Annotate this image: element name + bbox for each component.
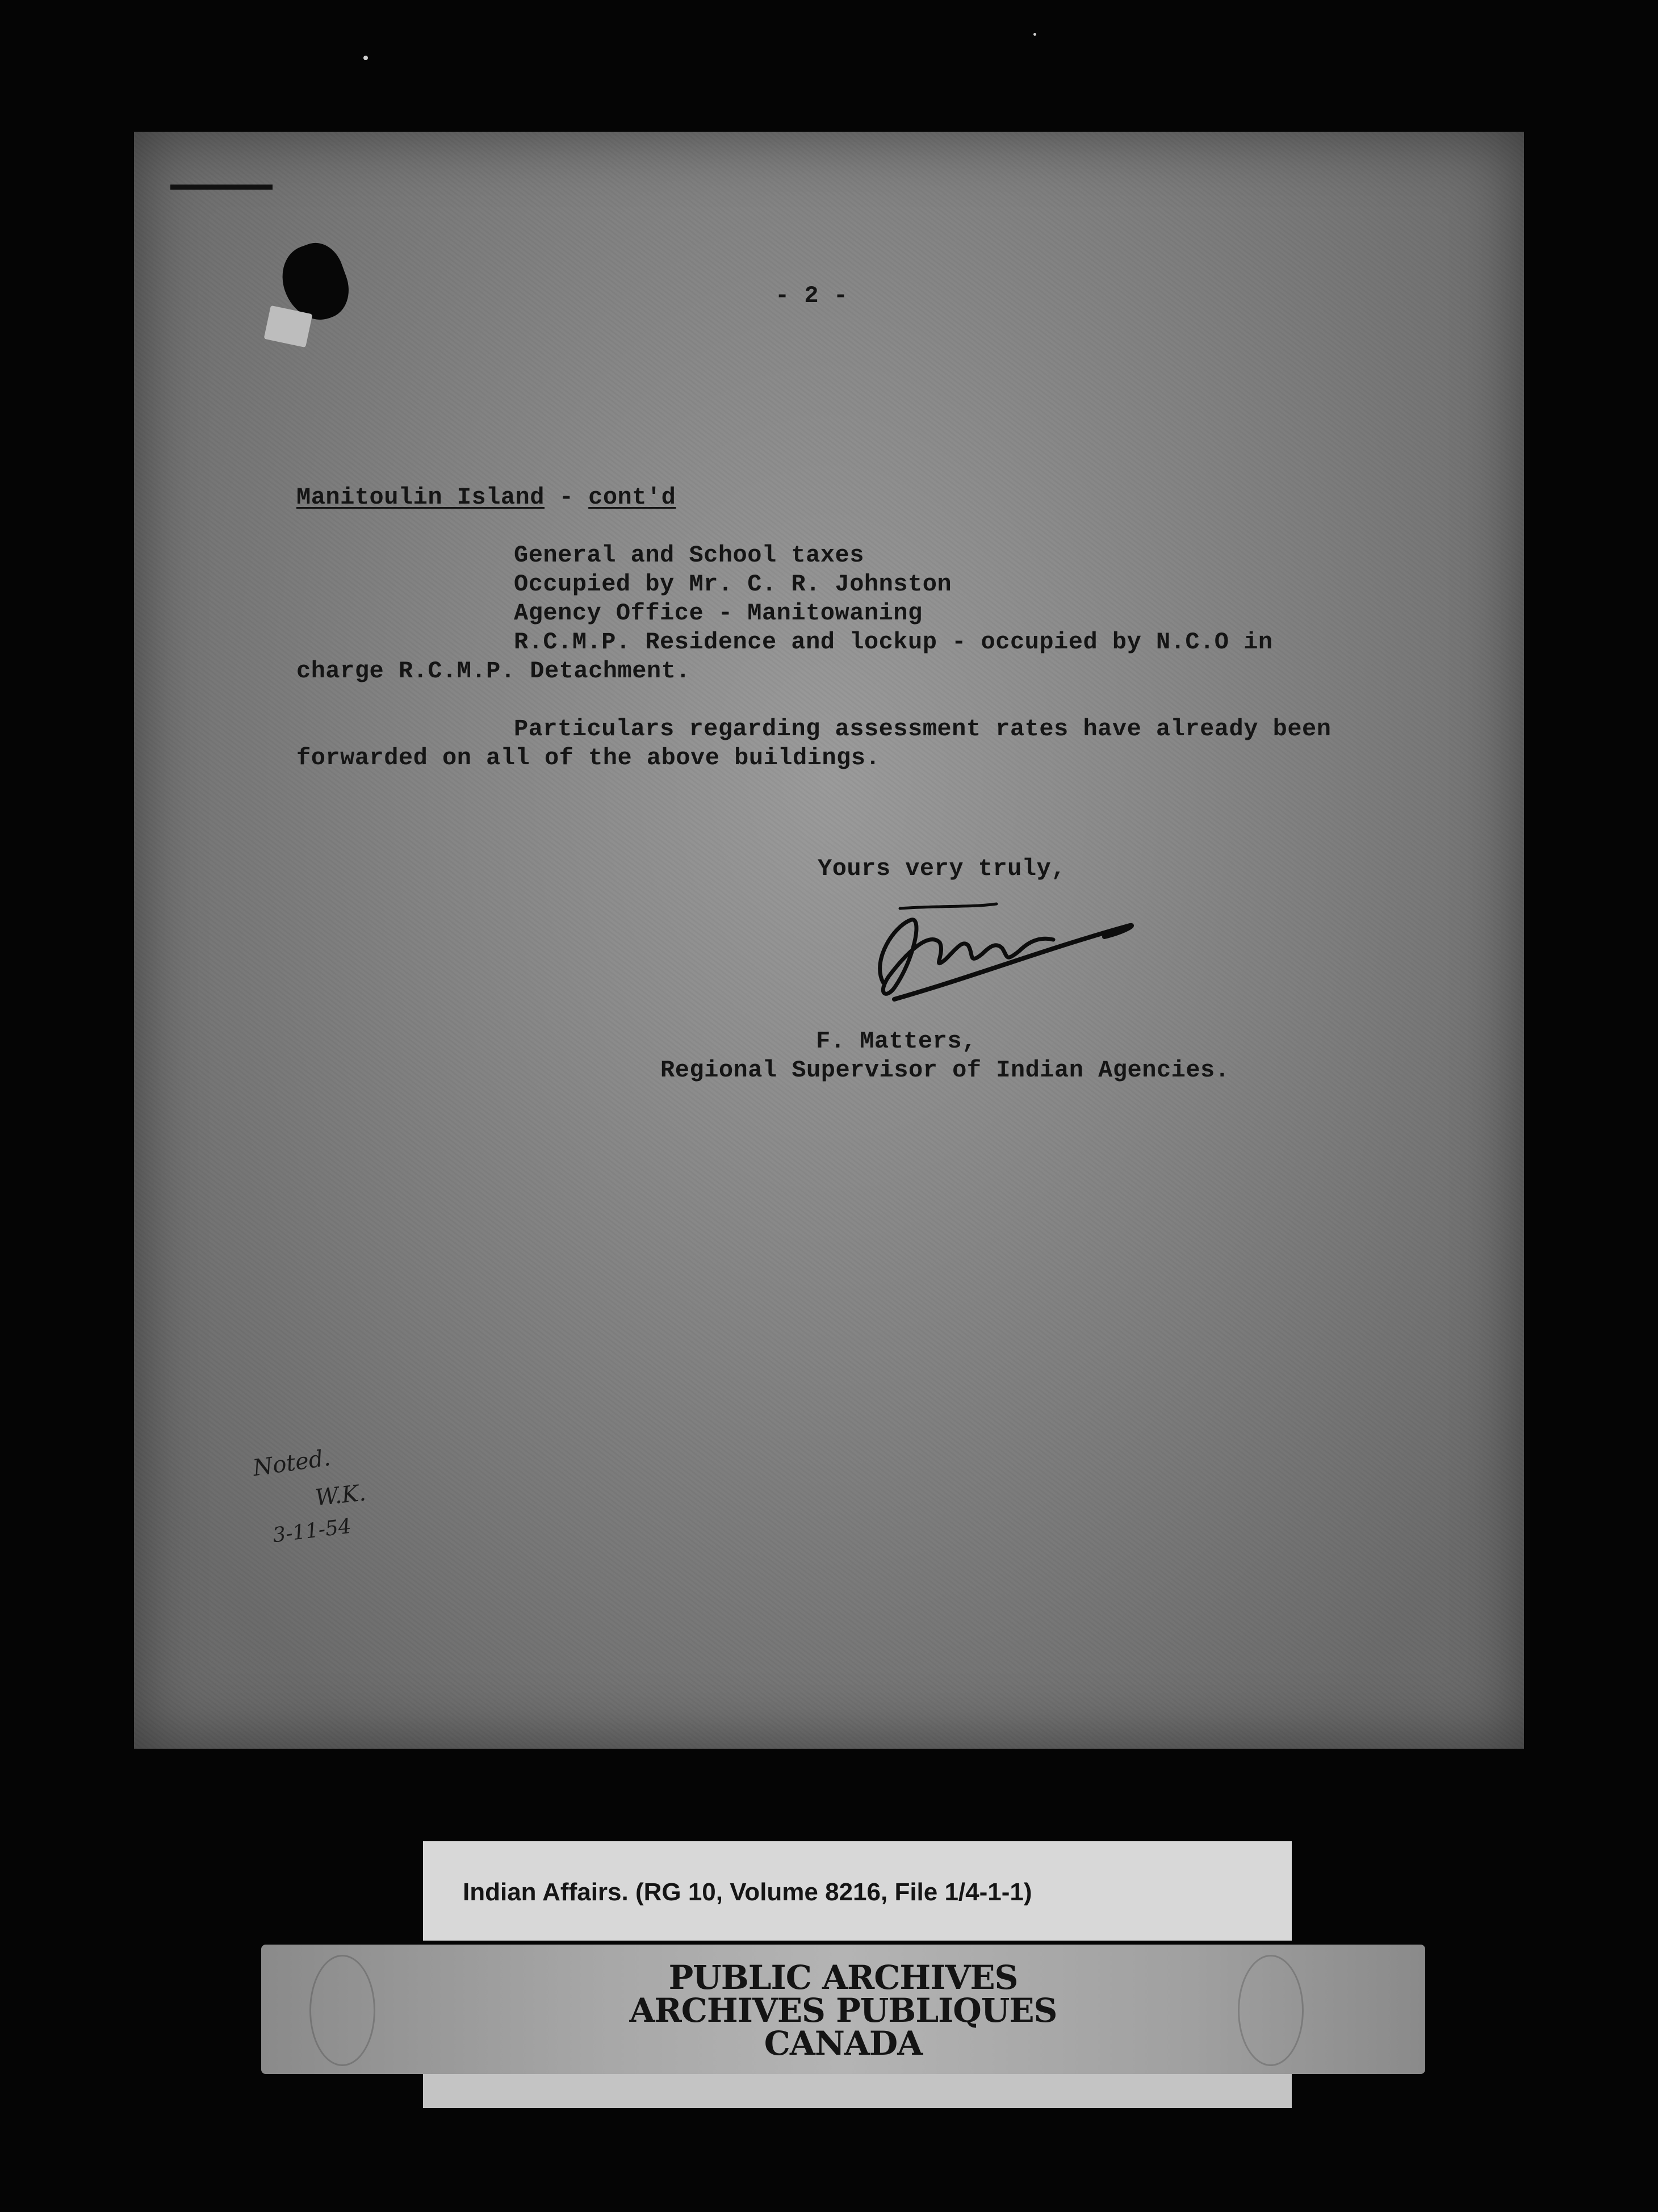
page-number: - 2 -	[775, 282, 848, 309]
signer-title: Regional Supervisor of Indian Agencies.	[660, 1057, 1230, 1084]
body-line: Particulars regarding assessment rates have already been	[514, 715, 1332, 743]
section-heading	[296, 483, 676, 512]
archive-stamp	[261, 1945, 1425, 2074]
signer-name: F. Matters,	[816, 1028, 977, 1055]
signature	[860, 891, 1144, 1016]
stamp-line-2: ARCHIVES PUBLIQUES	[629, 1991, 1057, 2030]
body-line: General and School taxes	[514, 542, 864, 569]
body-line: forwarded on all of the above buildings.	[296, 744, 881, 772]
film-speck	[1033, 33, 1036, 36]
body-line: R.C.M.P. Residence and lockup - occupied by N.C.O in	[514, 629, 1273, 656]
margin-mark	[170, 185, 273, 190]
handwritten-note-line: W.K.	[313, 1480, 367, 1511]
archive-stamp-base	[423, 2074, 1292, 2108]
handwritten-note-line: 3-11-54	[271, 1514, 353, 1548]
heading-continued: cont'd	[588, 484, 676, 511]
closing: Yours very truly,	[818, 855, 1066, 882]
archive-reference: Indian Affairs. (RG 10, Volume 8216, File 1/4-1-1)	[463, 1878, 1032, 1906]
heading-place: Manitoulin Island	[296, 484, 545, 511]
film-speck	[363, 56, 368, 60]
heading-separator: -	[544, 484, 589, 511]
stamp-line-3: CANADA	[764, 2024, 923, 2063]
body-line: Occupied by Mr. C. R. Johnston	[514, 571, 952, 598]
body-line: charge R.C.M.P. Detachment.	[296, 657, 691, 685]
body-line: Agency Office - Manitowaning	[514, 600, 923, 627]
stamp-line-1: PUBLIC ARCHIVES	[668, 1958, 1018, 1997]
handwritten-note-line: Noted.	[251, 1444, 332, 1482]
